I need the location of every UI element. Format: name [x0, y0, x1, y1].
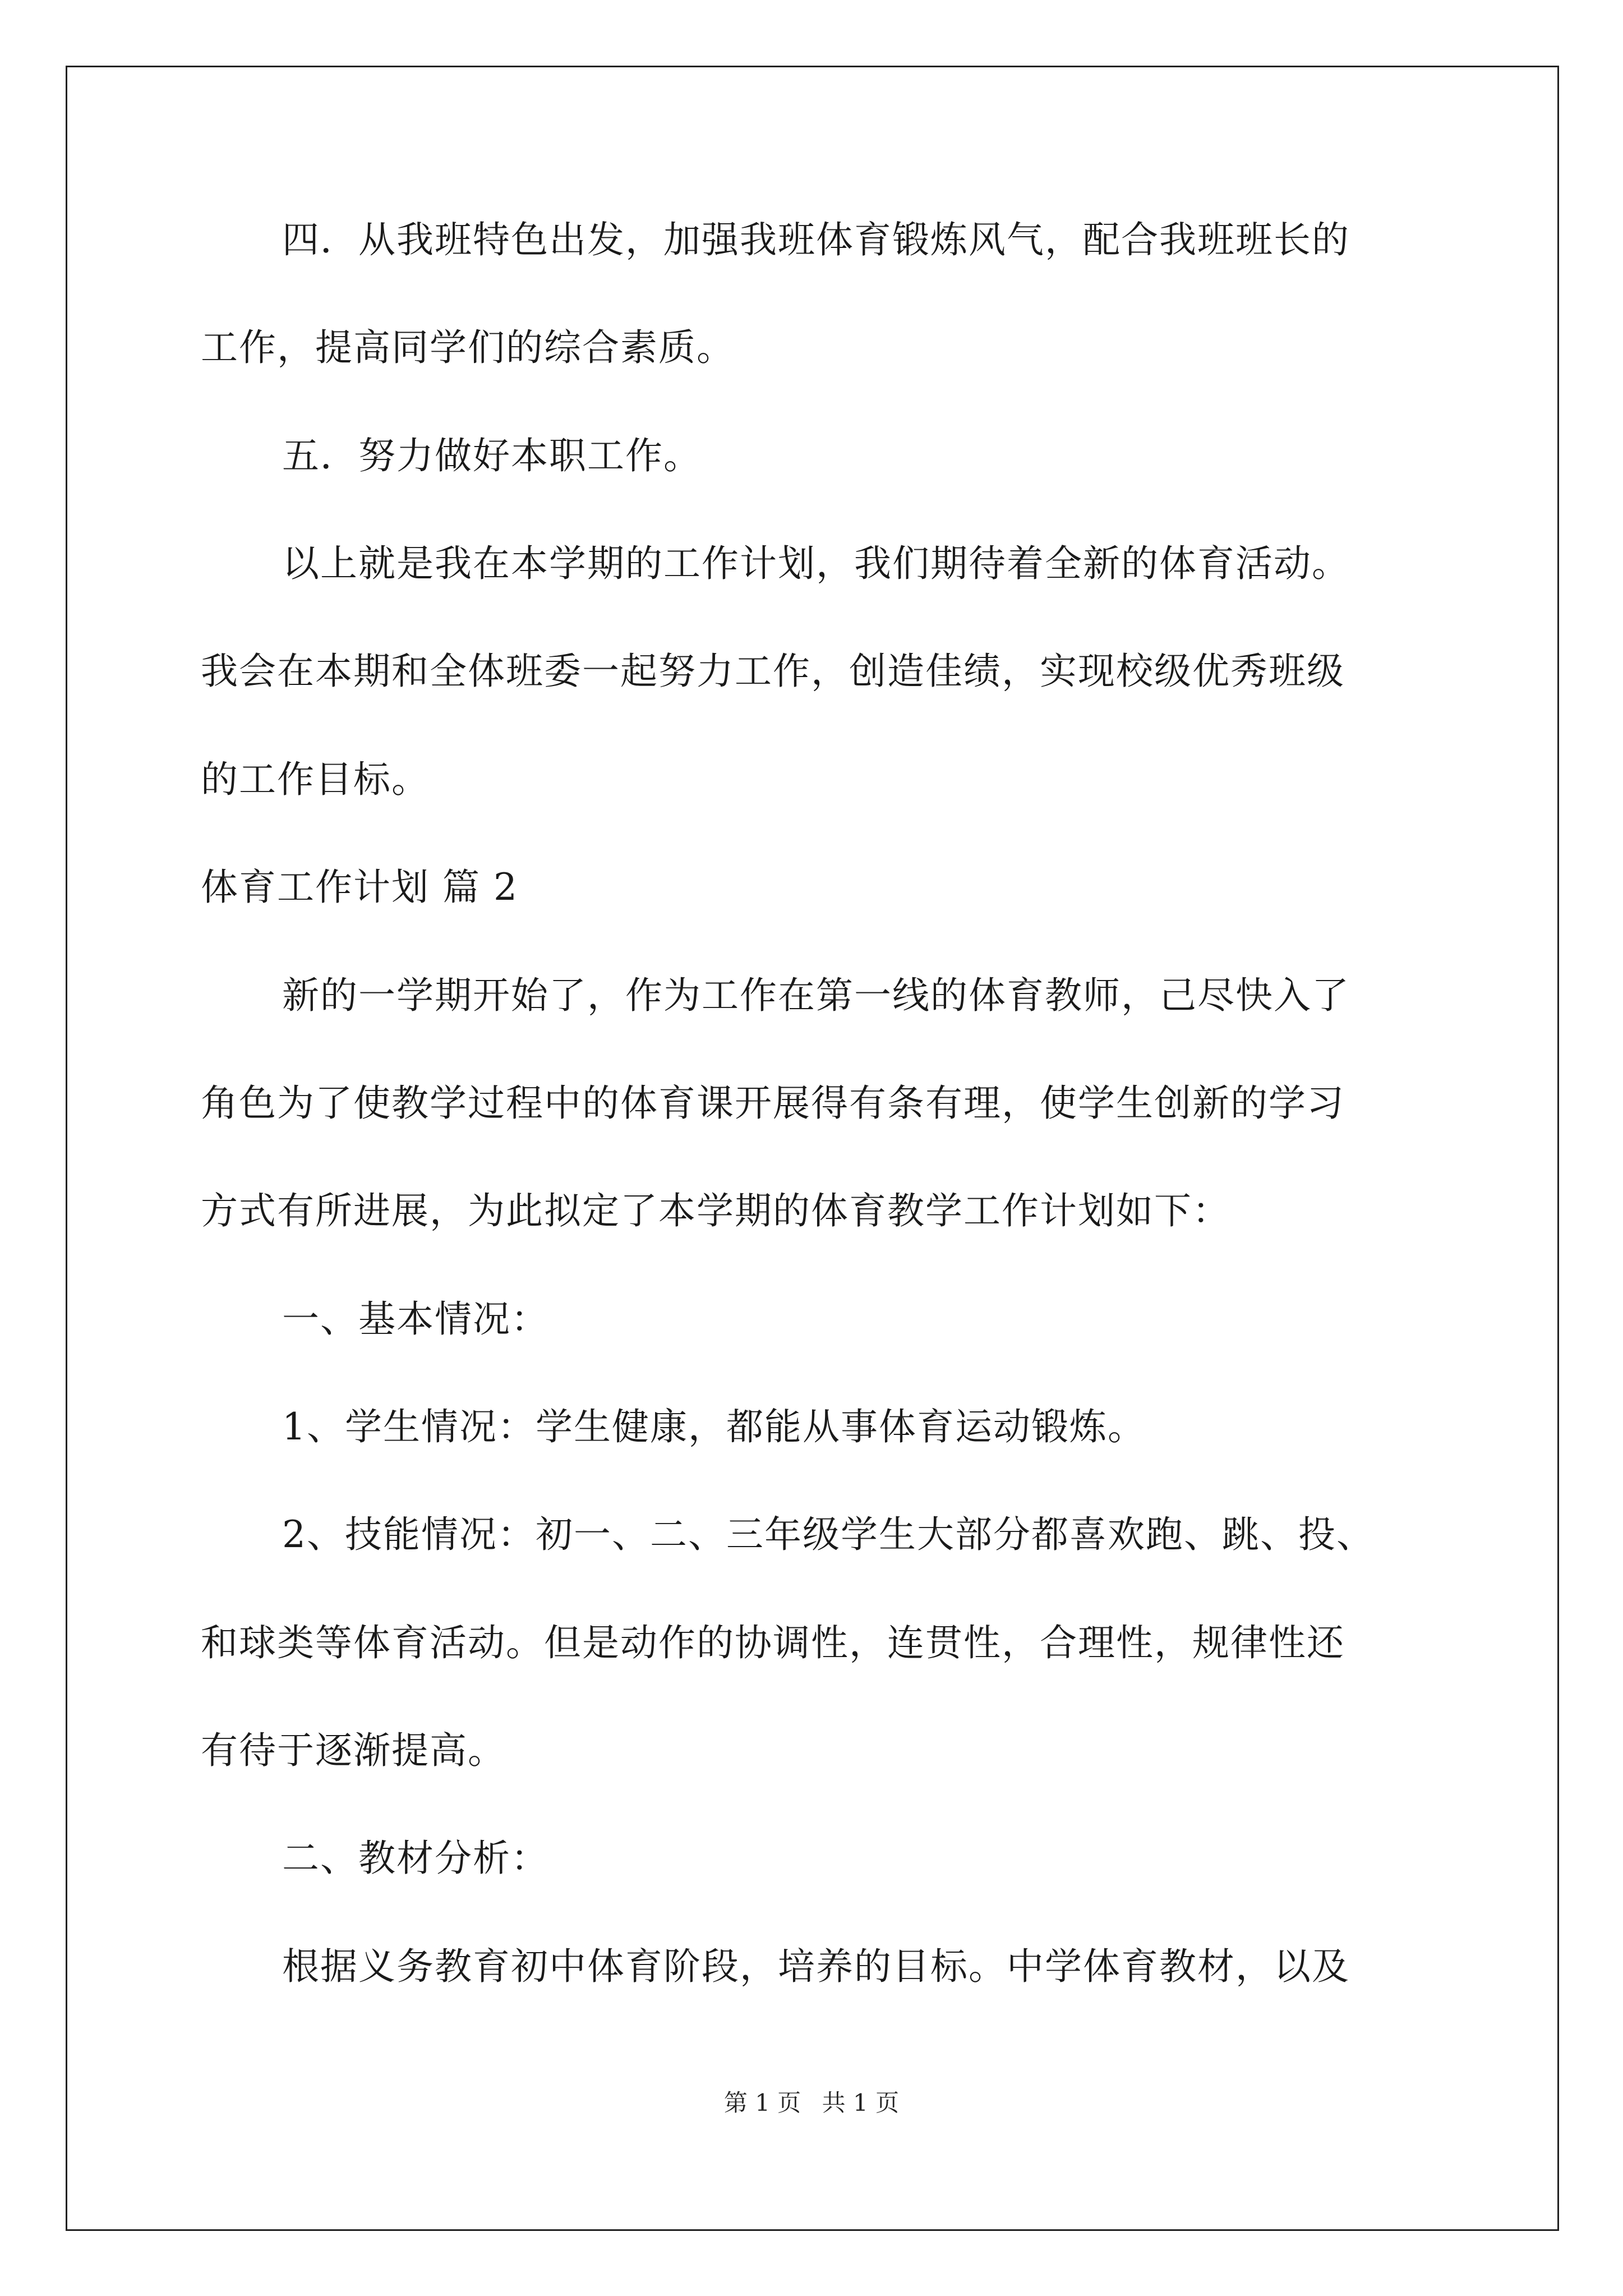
paragraph-line: 五．努力做好本职工作。	[282, 434, 702, 477]
paragraph-line: 我会在本期和全体班委一起努力工作，创造佳绩，实现校级优秀班级	[201, 650, 1345, 693]
paragraph-line: 一、基本情况：	[282, 1297, 549, 1341]
page-footer	[0, 2086, 1623, 2120]
paragraph-line: 2、技能情况：初一、二、三年级学生大部分都喜欢跑、跳、投、	[282, 1513, 1375, 1556]
paragraph-line: 方式有所进展，为此拟定了本学期的体育教学工作计划如下：	[201, 1189, 1230, 1232]
paragraph-line: 四．从我班特色出发，加强我班体育锻炼风气，配合我班班长的	[282, 218, 1350, 261]
page-number: 第 1 页	[723, 2089, 801, 2116]
page-border	[66, 66, 1559, 2231]
paragraph-line: 新的一学期开始了，作为工作在第一线的体育教师，己尽快入了	[282, 974, 1350, 1017]
paragraph-line: 以上就是我在本学期的工作计划，我们期待着全新的体育活动。	[282, 542, 1350, 585]
page-total: 共 1 页	[822, 2089, 900, 2116]
paragraph-line: 根据义务教育初中体育阶段，培养的目标。中学体育教材，以及	[282, 1945, 1350, 1988]
paragraph-line: 的工作目标。	[201, 758, 430, 801]
paragraph-line: 有待于逐渐提高。	[201, 1729, 506, 1772]
paragraph-line: 1、学生情况：学生健康，都能从事体育运动锻炼。	[282, 1405, 1146, 1448]
section-heading: 体育工作计划 篇 2	[201, 866, 518, 909]
paragraph-line: 和球类等体育活动。但是动作的协调性，连贯性，合理性，规律性还	[201, 1621, 1345, 1664]
paragraph-line: 角色为了使教学过程中的体育课开展得有条有理，使学生创新的学习	[201, 1082, 1345, 1125]
paragraph-line: 工作，提高同学们的综合素质。	[201, 326, 735, 369]
paragraph-line: 二、教材分析：	[282, 1837, 549, 1880]
